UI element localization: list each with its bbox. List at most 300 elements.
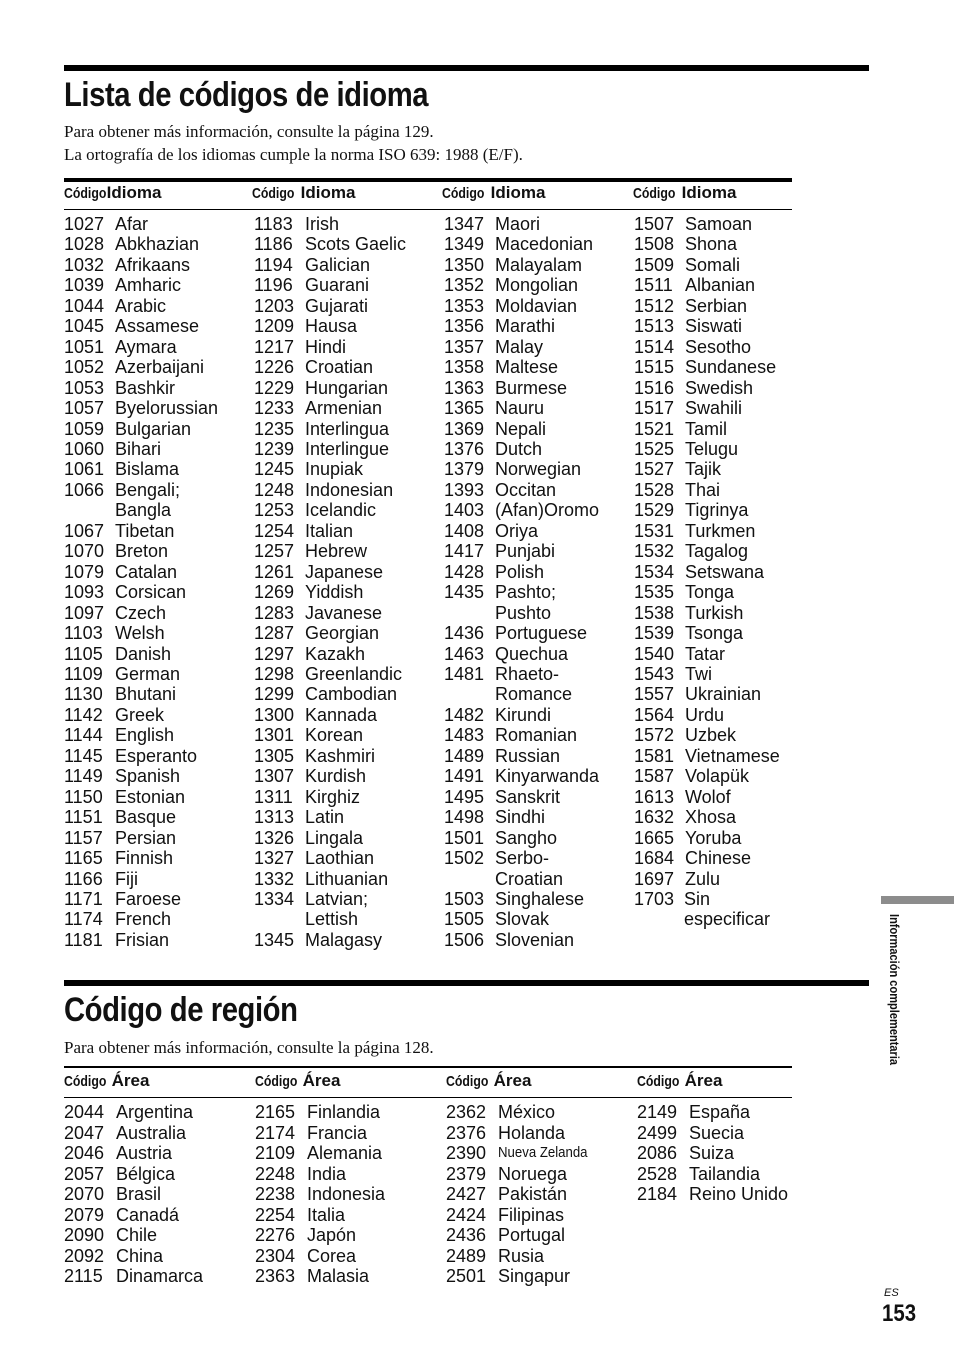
header-code-label: Código (442, 185, 485, 202)
table-row (634, 623, 780, 643)
row-name: Francia (307, 1122, 368, 1143)
row-name: Brasil (116, 1184, 162, 1204)
row-name: Sanskrit (495, 786, 561, 807)
row-code: 1495 (444, 786, 485, 807)
row-code: 1513 (634, 316, 675, 337)
table-row (64, 562, 218, 582)
table-row (64, 725, 218, 745)
row-name: Wolof (685, 786, 731, 807)
row-name: Lettish (305, 909, 359, 930)
row-code: 1060 (64, 438, 105, 459)
row-name: Hindi (305, 336, 347, 357)
row-name: Swahili (685, 398, 743, 419)
row-name: Bulgarian (115, 418, 192, 439)
table-row (637, 1164, 788, 1185)
table-row (64, 459, 218, 479)
row-code: 2363 (255, 1266, 296, 1286)
language-header-col4 (633, 183, 736, 203)
row-code (64, 500, 115, 520)
row-code: 1697 (634, 868, 675, 889)
row-code: 1150 (64, 786, 103, 807)
row-name: Bhutani (115, 684, 177, 705)
row-code: 1515 (634, 357, 675, 378)
row-code: 1103 (64, 623, 103, 644)
row-code: 1257 (254, 541, 295, 562)
row-code: 1300 (254, 704, 295, 725)
table-row (254, 623, 406, 643)
row-code: 1353 (444, 295, 485, 316)
row-code: 1632 (634, 807, 675, 828)
row-name: Bislama (115, 459, 180, 480)
row-code (444, 869, 495, 889)
row-code: 2390 (446, 1143, 487, 1163)
row-name: Setswana (685, 561, 765, 582)
row-name: Italia (307, 1204, 346, 1225)
language-intro-line1: Para obtener más información, consulte la página 129. (64, 122, 434, 141)
row-name: Abkhazian (115, 234, 200, 255)
table-row (64, 541, 218, 561)
row-code: 1307 (254, 766, 295, 787)
table-row (637, 1123, 788, 1144)
table-row (444, 582, 599, 602)
row-code: 1233 (254, 398, 295, 419)
table-row (64, 664, 218, 684)
row-name: Sesotho (685, 336, 752, 357)
table-row (634, 848, 780, 868)
row-code: 1517 (634, 398, 675, 419)
table-row (634, 869, 780, 889)
row-code: 1057 (64, 398, 105, 419)
row-code: 1209 (254, 316, 295, 337)
table-row (254, 684, 406, 704)
table-row (444, 766, 599, 786)
row-name: Canadá (116, 1204, 180, 1225)
table-row (64, 378, 218, 398)
row-code: 2304 (255, 1245, 296, 1266)
table-row (444, 541, 599, 561)
row-code: 1525 (634, 438, 675, 459)
row-name: Maori (495, 214, 541, 234)
row-name: Swedish (685, 377, 754, 398)
row-name: Kirghiz (305, 786, 361, 807)
row-code: 1105 (64, 643, 103, 664)
row-name: Malay (495, 336, 544, 357)
table-row (634, 807, 780, 827)
table-row (634, 337, 780, 357)
row-name: Czech (115, 602, 167, 623)
row-code: 1245 (254, 459, 295, 480)
row-name: Pushto (495, 602, 552, 623)
row-name: India (307, 1163, 347, 1184)
row-name: Kashmiri (305, 745, 376, 766)
row-name: Thai (685, 479, 721, 500)
row-name: Afar (115, 214, 149, 234)
row-code: 1217 (254, 336, 295, 357)
table-row (254, 234, 406, 254)
row-code: 1079 (64, 561, 105, 582)
row-code: 1483 (444, 725, 485, 746)
table-row (444, 275, 599, 295)
row-name: Samoan (685, 214, 753, 234)
row-name: Tailandia (689, 1163, 761, 1184)
region-table-top-rule (64, 1066, 792, 1068)
table-row (254, 930, 406, 950)
row-code: 1039 (64, 275, 105, 296)
table-row (64, 889, 218, 909)
row-name: Rhaeto- (495, 663, 560, 684)
row-code: 2070 (64, 1184, 105, 1204)
row-code: 2376 (446, 1122, 487, 1143)
row-name: Shona (685, 234, 738, 255)
row-code: 1059 (64, 418, 105, 439)
table-row (64, 439, 218, 459)
row-code: 1298 (254, 663, 295, 684)
title-rule-top (64, 65, 869, 71)
row-code: 1345 (254, 929, 295, 950)
table-row (64, 746, 218, 766)
row-code: 1145 (64, 745, 103, 766)
table-row (444, 848, 599, 868)
row-code: 1538 (634, 602, 675, 623)
table-row (634, 439, 780, 459)
row-code: 2092 (64, 1245, 105, 1266)
row-name: Basque (115, 807, 177, 828)
language-table-top-rule (64, 178, 792, 182)
row-code: 1027 (64, 214, 105, 234)
row-code: 1347 (444, 214, 485, 234)
row-name: Portuguese (495, 623, 588, 644)
row-code: 1130 (64, 684, 103, 705)
row-name: Japanese (305, 561, 384, 582)
language-column-3 (444, 214, 599, 950)
side-tab-label-text: Información complementaria (887, 914, 902, 1066)
row-code (634, 909, 685, 929)
row-name: Malagasy (305, 929, 383, 950)
table-row (634, 214, 780, 234)
row-code: 1181 (64, 929, 103, 950)
row-name: Tonga (685, 582, 735, 603)
table-row-continuation (634, 909, 780, 929)
row-name: Oriya (495, 520, 539, 541)
row-name: Albanian (685, 275, 756, 296)
row-name: Kannada (305, 704, 378, 725)
row-code: 1203 (254, 295, 295, 316)
table-row (64, 1225, 203, 1246)
row-code: 1358 (444, 357, 485, 378)
row-code: 1501 (444, 827, 485, 848)
table-row (254, 296, 406, 316)
row-name: Tamil (685, 418, 728, 439)
section-side-tab (881, 896, 954, 904)
row-code: 1350 (444, 254, 485, 275)
row-code: 1403 (444, 500, 485, 521)
row-name: Assamese (115, 316, 200, 337)
language-header-col1 (64, 183, 161, 203)
row-code: 1052 (64, 357, 105, 378)
row-code: 1557 (634, 684, 675, 705)
row-name: Hungarian (305, 377, 389, 398)
row-code: 2499 (637, 1122, 678, 1143)
table-row (634, 541, 780, 561)
table-row (254, 480, 406, 500)
row-name: Suiza (689, 1143, 735, 1163)
row-code: 1093 (64, 582, 105, 603)
table-row (64, 705, 218, 725)
row-code: 1097 (64, 602, 105, 623)
row-name: Icelandic (305, 500, 377, 521)
row-name: Dinamarca (116, 1266, 204, 1286)
row-code: 2044 (64, 1102, 105, 1122)
table-row (444, 562, 599, 582)
row-name: Pakistán (498, 1184, 568, 1204)
row-name: Tatar (685, 643, 726, 664)
row-name: Maltese (495, 357, 559, 378)
table-row (254, 316, 406, 336)
table-row (254, 705, 406, 725)
table-row (446, 1225, 600, 1246)
row-name: Volapük (685, 766, 750, 787)
region-header-col2 (255, 1071, 340, 1091)
row-code: 1509 (634, 254, 675, 275)
region-header-col1 (64, 1071, 149, 1091)
language-column-1 (64, 214, 218, 950)
row-name: Nauru (495, 398, 545, 419)
table-row (64, 214, 218, 234)
row-code: 1506 (444, 929, 485, 950)
row-name: Nepali (495, 418, 547, 439)
row-name: Laothian (305, 848, 375, 869)
table-row (444, 909, 599, 929)
row-code: 2427 (446, 1184, 487, 1204)
row-code: 1311 (254, 786, 293, 807)
row-name: Sin (684, 888, 711, 909)
table-row (254, 766, 406, 786)
row-code: 1428 (444, 561, 485, 582)
row-name: Noruega (498, 1163, 568, 1184)
table-row (64, 909, 218, 929)
row-name: Interlingua (305, 418, 390, 439)
row-name: Amharic (115, 275, 182, 296)
row-name: Turkmen (685, 520, 756, 541)
row-code: 1301 (254, 725, 295, 746)
row-code: 1587 (634, 766, 675, 787)
row-code: 1157 (64, 827, 103, 848)
table-row (444, 439, 599, 459)
region-column-4 (637, 1102, 788, 1205)
row-name: Tigrinya (685, 500, 749, 521)
table-row (254, 562, 406, 582)
row-code: 1703 (634, 888, 675, 909)
row-name: Sindhi (495, 807, 546, 828)
row-code: 1491 (444, 766, 485, 787)
table-row (444, 234, 599, 254)
table-row (444, 337, 599, 357)
row-name: Turkish (685, 602, 744, 623)
row-name: Frisian (115, 929, 170, 950)
language-intro-line2: La ortografía de los idiomas cumple la norma ISO 639: 1988 (E/F). (64, 145, 523, 164)
table-row (64, 275, 218, 295)
row-name: Persian (115, 827, 177, 848)
table-row (64, 296, 218, 316)
table-row (64, 521, 218, 541)
table-row (634, 562, 780, 582)
row-code: 1507 (634, 214, 675, 234)
table-row (254, 869, 406, 889)
table-row (634, 378, 780, 398)
row-name: Ukrainian (685, 684, 762, 705)
row-name: Korean (305, 725, 364, 746)
table-row (64, 1205, 203, 1226)
table-row (446, 1164, 600, 1185)
row-name: Rusia (498, 1245, 545, 1266)
row-name: Gujarati (305, 295, 369, 316)
table-row (446, 1246, 600, 1267)
row-code: 2057 (64, 1163, 105, 1184)
row-name: Reino Unido (689, 1184, 789, 1204)
row-name: Yoruba (685, 827, 742, 848)
table-row (255, 1225, 385, 1246)
row-name: Italian (305, 520, 354, 541)
row-name: Suecia (689, 1122, 745, 1143)
region-header-col3 (446, 1071, 531, 1091)
row-code: 1067 (64, 520, 105, 541)
table-row (634, 316, 780, 336)
row-code: 2079 (64, 1204, 105, 1225)
table-row (444, 398, 599, 418)
table-row (64, 582, 218, 602)
language-column-2 (254, 214, 406, 950)
table-row (634, 357, 780, 377)
row-name: Argentina (116, 1102, 194, 1122)
row-code: 1356 (444, 316, 485, 337)
table-row (254, 357, 406, 377)
row-code: 1408 (444, 520, 485, 541)
row-code: 2149 (637, 1102, 678, 1122)
table-row (254, 255, 406, 275)
row-code: 1498 (444, 807, 485, 828)
row-code: 2090 (64, 1225, 105, 1245)
row-name: Bangla (115, 500, 172, 521)
row-name: Croatian (305, 357, 374, 378)
row-code: 1532 (634, 541, 675, 562)
page-title-language-codes: Lista de códigos de idioma (64, 76, 429, 114)
row-name: Danish (115, 643, 172, 664)
row-name: Uzbek (685, 725, 737, 746)
row-name: Cambodian (305, 684, 398, 705)
row-name: Croatian (495, 868, 564, 889)
header-area-label: Área (684, 1071, 723, 1090)
row-name: Scots Gaelic (305, 234, 407, 255)
header-code-label: Código (637, 1073, 680, 1090)
row-name: Greek (115, 704, 165, 725)
row-name: Hebrew (305, 541, 368, 562)
table-row (444, 623, 599, 643)
row-code: 1503 (444, 888, 485, 909)
table-row (444, 521, 599, 541)
row-name: Tsonga (685, 623, 744, 644)
row-code: 1144 (64, 725, 103, 746)
row-code: 1305 (254, 745, 295, 766)
row-name: Burmese (495, 377, 568, 398)
row-name: Kurdish (305, 766, 367, 787)
table-row (64, 807, 218, 827)
row-name: Georgian (305, 623, 380, 644)
row-name: Bihari (115, 438, 162, 459)
page-title-region-codes: Código de región (64, 991, 298, 1029)
table-row (254, 582, 406, 602)
row-name: Nueva Zelanda (498, 1144, 588, 1161)
table-row (64, 787, 218, 807)
table-row (634, 664, 780, 684)
row-code: 1613 (634, 786, 675, 807)
row-name: Mongolian (495, 275, 579, 296)
row-code: 1053 (64, 377, 105, 398)
table-row (634, 255, 780, 275)
row-name: Lithuanian (305, 868, 389, 889)
row-code: 2436 (446, 1225, 487, 1245)
table-row (446, 1205, 600, 1226)
table-row (444, 807, 599, 827)
side-tab-label (886, 914, 904, 1214)
table-row (444, 930, 599, 950)
row-name: Kirundi (495, 704, 552, 725)
row-code: 2276 (255, 1225, 296, 1245)
language-indicator: ES (884, 1287, 899, 1299)
row-code: 1166 (64, 868, 103, 889)
row-code: 2489 (446, 1245, 487, 1266)
row-code: 1534 (634, 561, 675, 582)
row-code: 1540 (634, 643, 675, 664)
table-row (444, 725, 599, 745)
row-name: Occitan (495, 479, 557, 500)
row-name: España (689, 1102, 751, 1122)
row-name: Arabic (115, 295, 167, 316)
row-code: 1369 (444, 418, 485, 439)
row-code: 1174 (64, 909, 103, 930)
row-name: Holanda (498, 1122, 566, 1143)
row-code: 1239 (254, 438, 295, 459)
header-code-label: Código (255, 1073, 298, 1090)
row-code: 1171 (64, 888, 103, 909)
row-name: Alemania (307, 1143, 383, 1163)
row-code: 1435 (444, 582, 485, 603)
row-code: 2086 (637, 1143, 678, 1163)
table-row (254, 378, 406, 398)
row-name: Marathi (495, 316, 556, 337)
header-language-label: Idioma (681, 183, 737, 202)
table-row (254, 275, 406, 295)
row-name: Interlingue (305, 438, 390, 459)
table-row (634, 480, 780, 500)
table-row (446, 1102, 600, 1123)
table-row (64, 398, 218, 418)
row-code (444, 603, 495, 623)
table-row (446, 1266, 600, 1287)
table-row (254, 828, 406, 848)
row-name: Greenlandic (305, 663, 403, 684)
row-code: 1287 (254, 623, 295, 644)
table-row (64, 869, 218, 889)
row-code: 1528 (634, 479, 675, 500)
row-code: 1283 (254, 602, 295, 623)
table-row (634, 828, 780, 848)
row-code: 1151 (64, 807, 103, 828)
row-code: 2424 (446, 1204, 487, 1225)
row-name: Romance (495, 684, 573, 705)
row-code: 1196 (254, 275, 293, 296)
row-code: 2248 (255, 1163, 296, 1184)
table-row (255, 1205, 385, 1226)
